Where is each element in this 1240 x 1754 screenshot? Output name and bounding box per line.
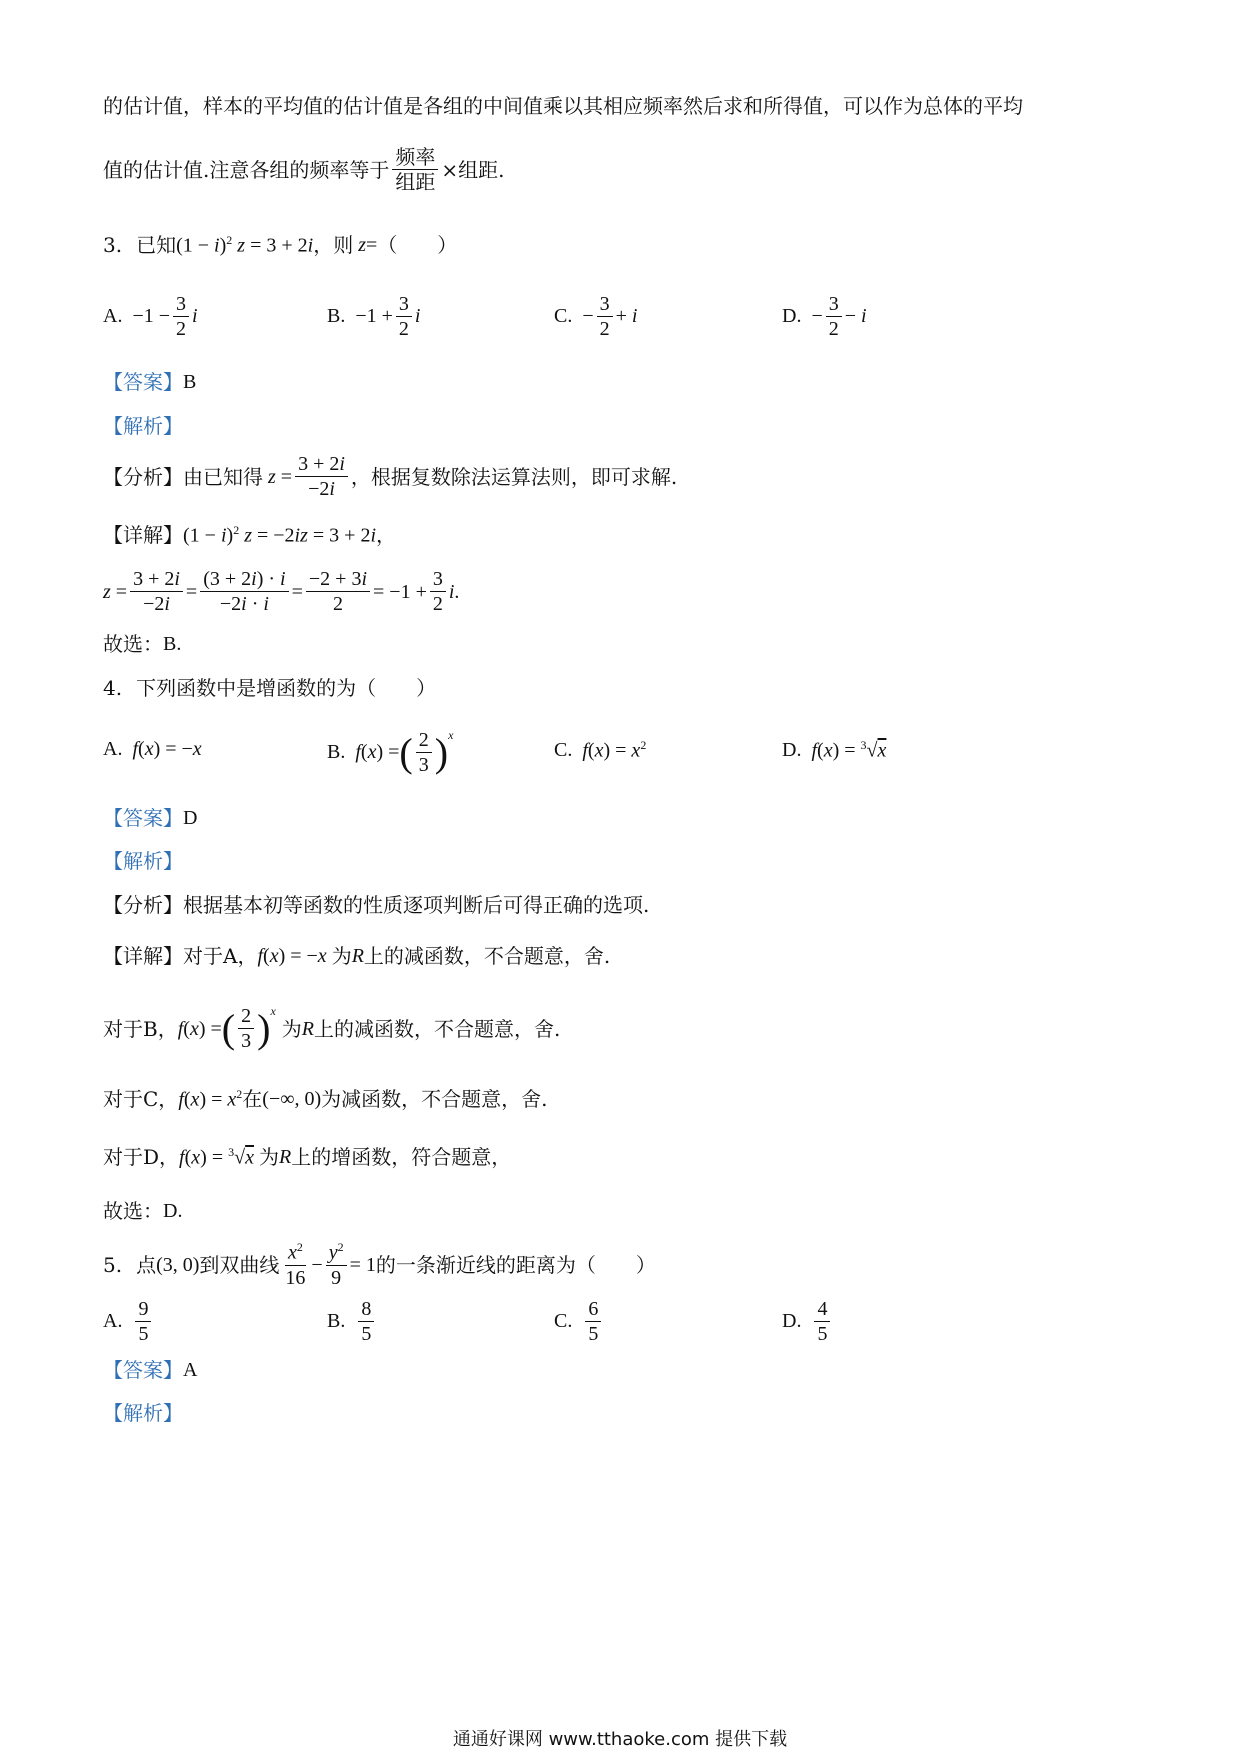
q5-analysis-heading: 【解析】	[103, 1401, 183, 1425]
q5-option-b: B. $\frac{8}{5}$	[327, 1297, 377, 1346]
q3-option-b: B. −1 + $\frac{3}{2}$ i	[327, 293, 421, 340]
q4-option-d: D. f(x) = $^3$√x	[782, 738, 887, 762]
intro-line-1: 的估计值，样本的平均值的估计值是各组的中间值乘以其相应频率然后求和所得值，可以作为总体的平均	[103, 94, 1023, 118]
q3-option-a: A. −1 − $\frac{3}{2}$ i	[103, 293, 198, 340]
q5-stem: 5. 点 (3, 0) 到双曲线 $\frac{x^2}{16}$ − $\frac{y^2}{9}$ = 1 的一条渐近线的距离为（ ）	[103, 1240, 656, 1289]
q3-answer: 【答案】 B	[103, 370, 197, 394]
q4-stem: 4. 下列函数中是增函数的为（ ）	[103, 676, 437, 700]
q4-option-b: B. f(x) = ( $\frac{2}{3}$ ) $^x$	[327, 728, 454, 776]
q4-detail-d: 对于D， f(x) = $^3$√x 为 R 上的增函数，符合题意，	[103, 1145, 512, 1170]
q3-stem: 3. 已知 $(1 - i)^2$ z = 3 + 2i ，则 z = （ ）	[103, 233, 458, 258]
q3-equation: $(1 - i)^2$ z = 3 + 2i	[176, 233, 314, 257]
q4-option-a: A. f(x) = −x	[103, 738, 202, 760]
q3-analysis-heading: 【解析】	[103, 414, 183, 438]
q4-analysis-heading: 【解析】	[103, 849, 183, 873]
q4-detail-b: 对于B， f(x) = ( $\frac{2}{3}$ ) $^x$ 为 R 上的减函数，不合题意，舍.	[103, 1004, 561, 1052]
q5-answer: 【答案】 A	[103, 1358, 198, 1382]
q3-fenxi: 【分析】 由已知得 z = $\frac{3 + 2i}{-2i}$ ，根据复数除法运算法则，即可求解.	[103, 453, 678, 500]
page-footer: 通通好课网 www.tthaoke.com 提供下载	[452, 1729, 788, 1750]
q3-choose: 故选： B.	[103, 632, 182, 656]
q4-option-c: C. $f(x) = x^2$	[554, 738, 647, 762]
q3-option-d: D. − $\frac{3}{2}$ − i	[782, 293, 867, 340]
q5-option-a: A. $\frac{9}{5}$	[103, 1297, 154, 1346]
q5-option-c: C. $\frac{6}{5}$	[554, 1297, 604, 1346]
q5-option-d: D. $\frac{4}{5}$	[782, 1297, 833, 1346]
q3-detail-1: 【详解】 $(1 - i)^2$ z = −2iz = 3 + 2i ，	[103, 523, 397, 548]
q3-detail-2: z = $\frac{3 + 2i}{-2i}$ = $\frac{(3 + 2i) \cdot i}{-2i \cdot i}$ = $\frac{-2 + 3i}{2}$ = −1 + $\frac{3}{2}$ i .	[103, 568, 460, 615]
q4-answer: 【答案】 D	[103, 806, 198, 830]
q4-detail-c: 对于C， $f(x) = x^2$ 在 (−∞, 0) 为减函数，不合题意，舍.	[103, 1087, 548, 1112]
q3-option-c: C. − $\frac{3}{2}$ + i	[554, 293, 638, 340]
q4-choose: 故选： D.	[103, 1199, 183, 1223]
q4-detail-a: 【详解】 对于A， f(x) = −x 为 R 上的减函数，不合题意，舍.	[103, 944, 611, 968]
q4-fenxi: 【分析】 根据基本初等函数的性质逐项判断后可得正确的选项.	[103, 893, 650, 917]
fraction-frequency-over-width: $\frac{\text{频率}}{\text{组距}}$	[392, 145, 438, 194]
intro-line-2: 值的估计值.注意各组的频率等于 $\frac{\text{频率}}{\text{组距}}$ ×组距.	[103, 145, 505, 194]
